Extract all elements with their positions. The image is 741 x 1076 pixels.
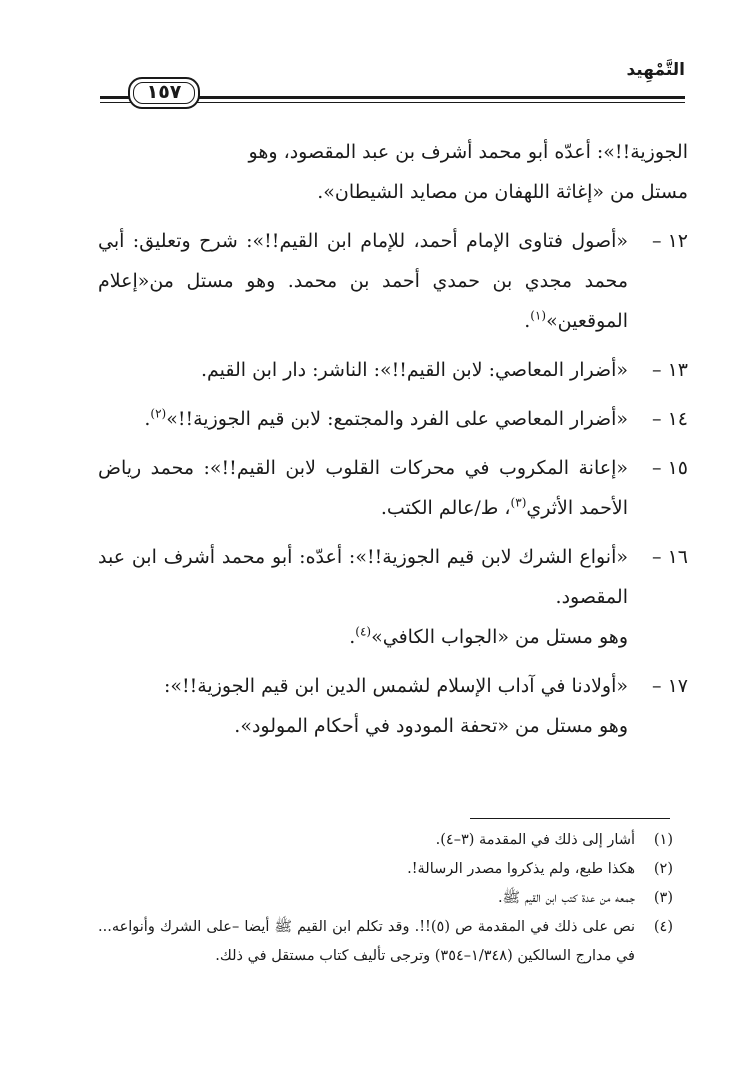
footnote-number: (١) xyxy=(653,832,673,848)
item-number: ١٥ – xyxy=(652,457,688,479)
footnote-3 xyxy=(98,884,673,913)
footnote-ref: (٣) xyxy=(510,495,527,510)
item-text-wrap xyxy=(98,448,628,528)
footnote-1 xyxy=(98,826,673,855)
footnote-text: هكذا طبع، ولم يذكروا مصدر الرسالة!. xyxy=(407,861,635,877)
footnote-number: (٤) xyxy=(653,919,673,935)
intro-line-2: مستل من «إغاثة اللهفان من مصايد الشيطان». xyxy=(317,181,688,203)
item-text-line-2: وهو مستل من «تحفة المودود في أحكام المولود». xyxy=(234,715,628,737)
footnote-text: نص على ذلك في المقدمة ص (٥)!!. وقد تكلم ابن القيم ﷺ أيضا –على الشرك وأنواعه... في مدارج السالكين (١/٣٤٨–٣٥٤) وترجى تأليف كتاب مستقل في ذلك. xyxy=(98,919,636,964)
item-tail: . xyxy=(144,408,151,430)
page-header xyxy=(100,60,685,120)
item-tail: . xyxy=(524,310,531,332)
footnote-text: أشار إلى ذلك في المقدمة (٣–٤). xyxy=(435,832,635,848)
intro-line-1: الجوزية!!»: أعدّه أبو محمد أشرف بن عبد المقصود، وهو xyxy=(248,141,688,163)
list-item-16 xyxy=(98,537,688,617)
page-number-badge xyxy=(128,77,200,109)
item-number: ١٢ – xyxy=(652,230,688,252)
footnote-text: جمعه من عدة كتب ابن القيم ﷺ. xyxy=(497,890,635,906)
footnote-ref: (٤) xyxy=(355,624,372,639)
item-text-wrap xyxy=(98,399,628,439)
footnote-number: (٢) xyxy=(653,861,673,877)
footnote-2 xyxy=(98,855,673,884)
item-16-continuation xyxy=(98,617,688,657)
item-text: «أضرار المعاصي على الفرد والمجتمع: لابن قيم الجوزية!!» xyxy=(166,408,628,430)
list-item-15 xyxy=(98,448,688,528)
item-text-wrap xyxy=(98,537,628,617)
footnote-ref: (١) xyxy=(530,308,547,323)
intro-paragraph xyxy=(98,132,688,212)
footnotes xyxy=(98,826,673,971)
item-text: «أنواع الشرك لابن قيم الجوزية!!»: أعدّه: أبو محمد أشرف ابن عبد المقصود. xyxy=(98,546,628,608)
item-text: «أضرار المعاصي: لابن القيم!!»: الناشر: دار ابن القيم. xyxy=(200,359,628,381)
footnote-number: (٣) xyxy=(653,890,673,906)
item-number: ١٧ – xyxy=(652,675,688,697)
footnote-separator xyxy=(470,818,670,819)
item-number: ١٦ – xyxy=(652,546,688,568)
running-title: التَّمْهِيد xyxy=(626,60,685,80)
item-tail: ، ط/عالم الكتب. xyxy=(380,497,511,519)
item-text: وهو مستل من «الجواب الكافي» xyxy=(371,626,628,648)
footnote-4 xyxy=(98,913,673,971)
item-text-wrap xyxy=(98,350,628,390)
item-text-line-1: «أولادنا في آداب الإسلام لشمس الدين ابن قيم الجوزية!!»: xyxy=(163,675,628,697)
item-number: ١٣ – xyxy=(652,359,688,381)
list-item-14 xyxy=(98,399,688,439)
footnote-ref: (٢) xyxy=(150,406,167,421)
item-text-wrap xyxy=(98,666,628,746)
list-item-17 xyxy=(98,666,688,746)
item-text-wrap xyxy=(98,221,628,341)
item-tail: . xyxy=(349,626,356,648)
item-number: ١٤ – xyxy=(652,408,688,430)
item-text: «إعانة المكروب في محركات القلوب لابن القيم!!»: محمد رياض الأحمد الأثري xyxy=(98,457,628,519)
list-item-13 xyxy=(98,350,688,390)
page-number: ١٥٧ xyxy=(146,81,182,103)
list-item-12 xyxy=(98,221,688,341)
body-text xyxy=(98,132,688,755)
item-text: «أصول فتاوى الإمام أحمد، للإمام ابن القيم!!»: شرح وتعليق: أبي محمد مجدي بن حمدي أحمد بن محمد. وهو مستل من«إعلام الموقعين» xyxy=(98,230,628,332)
